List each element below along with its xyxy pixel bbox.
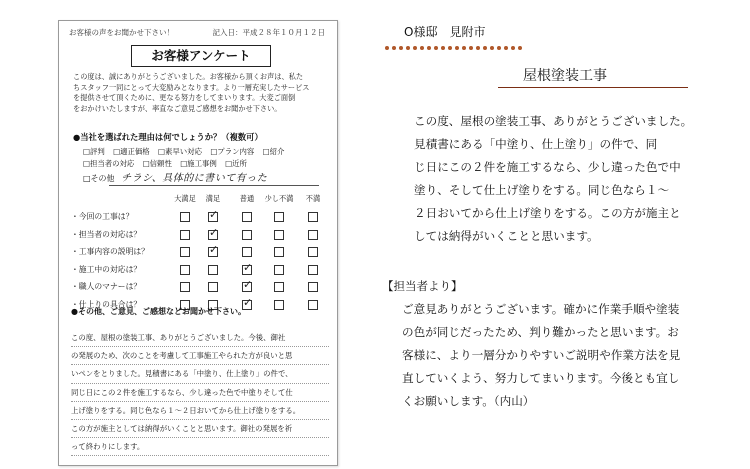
survey-date: 記入日：平成２８年１０月１２日 <box>212 28 325 37</box>
rating-row-label: ・職人のマナーは？ <box>71 282 142 291</box>
rating-col-header: 満足 <box>205 194 221 203</box>
survey-option: □評判 <box>83 147 105 156</box>
rating-checkbox <box>180 282 190 292</box>
rating-checkbox-checked <box>208 247 218 257</box>
survey-comment-line: って終わりにします。 <box>71 438 329 456</box>
survey-comment-line: 同じ日にこの２件を施工するなら、少し違った色で中塗りそして仕 <box>71 384 329 402</box>
rating-checkbox <box>208 282 218 292</box>
survey-comment-line: この度、屋根の塗装工事、ありがとうございました。今後、御社 <box>71 329 329 347</box>
rating-checkbox <box>274 247 284 257</box>
rating-checkbox-checked <box>208 230 218 240</box>
rating-checkbox <box>242 247 252 257</box>
survey-comment-line: の発展のため、次のことを考慮して工事施工やられた方が良いと思 <box>71 347 329 365</box>
rating-column-headers <box>59 194 337 206</box>
title-underline <box>498 87 688 88</box>
survey-comment-line: 上げ塗りをする。同じ色なら１～２日おいてから仕上げ塗りをする。 <box>71 402 329 420</box>
rating-checkbox <box>308 230 318 240</box>
testimonial-text <box>414 110 726 248</box>
rating-row-label: ・工事内容の説明は？ <box>71 247 149 256</box>
staff-reply-line: ご意見ありがとうございます。確かに作業手順や塗装 <box>402 302 680 316</box>
survey-other-label: □その他 <box>83 174 115 183</box>
rating-checkbox-checked <box>242 265 252 275</box>
rating-row <box>59 244 337 260</box>
testimonial-line: 塗り、そして仕上げ塗りをする。同じ色なら１～ <box>414 183 670 197</box>
testimonial-line: 見積書にある「中塗り、仕上塗り」の件で、同 <box>414 137 658 151</box>
testimonial-line: しては納得がいくことと思います。 <box>414 229 599 243</box>
survey-question-reason <box>73 131 328 170</box>
testimonial-line: じ日にこの２件を施工するなら、少し違った色で中 <box>414 160 681 174</box>
survey-comment-line: この方が施主としては納得がいくことと思います。御社の発展を祈 <box>71 420 329 438</box>
staff-heading: 【担当者より】 <box>382 279 463 293</box>
rating-checkbox <box>308 212 318 222</box>
rating-col-header: 少し不満 <box>264 194 294 203</box>
survey-option: □信頼性 <box>142 159 172 168</box>
survey-sheet-image <box>58 20 338 466</box>
survey-option: □施工事例 <box>180 159 217 168</box>
survey-handwritten-answer: チラシ、具体的に書いて有った <box>121 173 268 184</box>
survey-comment <box>71 329 329 456</box>
survey-intro <box>73 72 323 114</box>
rating-col-header: 大満足 <box>174 194 196 203</box>
staff-reply-line: くお願いします。（内山） <box>402 394 535 408</box>
rating-checkbox <box>308 247 318 257</box>
staff-reply-line: 直していくよう、努力してまいります。今後とも宜し <box>402 371 680 385</box>
survey-option: □プラン内容 <box>210 147 255 156</box>
survey-option: □適正価格 <box>113 147 150 156</box>
survey-answer-underline <box>109 185 319 186</box>
survey-intro-line: を提供させて頂くために、更なる努力をしてまいります。大変ご面倒 <box>73 93 296 102</box>
rating-checkbox-checked <box>208 212 218 222</box>
rating-checkbox <box>242 230 252 240</box>
work-title: 屋根塗装工事 <box>523 68 607 84</box>
survey-option: □紹介 <box>262 147 285 156</box>
survey-top-left: お客様の声をお聞かせ下さい！ <box>69 28 174 37</box>
rating-checkbox <box>180 247 190 257</box>
testimonial-line: ２日おいてから仕上げ塗りをする。この方が施主と <box>414 206 681 220</box>
rating-row <box>59 262 337 278</box>
dotted-divider <box>385 46 522 50</box>
survey-option: □素早い対応 <box>158 147 202 156</box>
rating-checkbox <box>308 282 318 292</box>
rating-row <box>59 279 337 295</box>
survey-intro-line: ちスタッフ一同にとって大変励みとなります。より一層充実したサービス <box>73 82 310 92</box>
rating-checkbox <box>308 265 318 275</box>
rating-checkbox <box>274 230 284 240</box>
testimonial-line: この度、屋根の塗装工事、ありがとうございました。 <box>414 114 693 128</box>
survey-header-line <box>69 27 329 38</box>
rating-checkbox <box>208 265 218 275</box>
rating-checkbox <box>180 230 190 240</box>
rating-checkbox-checked <box>242 282 252 292</box>
survey-intro-line: この度は、誠にありがとうございました。お客様から頂くお声は、私た <box>73 72 304 81</box>
survey-title: お客様アンケート <box>131 45 271 67</box>
survey-q2-heading: ●その他、ご意見、ご感想などお聞かせ下さい。 <box>71 307 246 316</box>
rating-row <box>59 209 337 225</box>
customer-name: O様邸 見附市 <box>404 25 486 39</box>
rating-row-label: ・仕上りの具合は？ <box>71 299 142 309</box>
survey-option: □担当者の対応 <box>83 159 135 168</box>
survey-comment-line: いペンをとりました。見積書にある「中塗り、仕上塗り」の件で、 <box>71 365 329 383</box>
survey-q1-heading: ●当社を選ばれた理由は何でしょうか？（複数可） <box>73 132 263 142</box>
rating-checkbox <box>180 212 190 222</box>
rating-row-label: ・今回の工事は？ <box>71 212 134 221</box>
rating-col-header: 不満 <box>305 194 321 203</box>
survey-q1-options <box>83 146 328 170</box>
rating-checkbox <box>274 282 284 292</box>
rating-checkbox <box>242 212 252 222</box>
rating-checkbox <box>274 265 284 275</box>
staff-reply-line: 客様に、より一層分かりやすいご説明や作業方法を見 <box>402 348 681 362</box>
rating-row <box>59 227 337 243</box>
rating-checkbox <box>274 212 284 222</box>
rating-row-label: ・施工中の対応は？ <box>71 264 142 274</box>
survey-other-answer <box>83 169 267 184</box>
staff-reply-text <box>402 298 722 413</box>
rating-col-header: 普通 <box>239 194 255 203</box>
survey-option: □近所 <box>225 159 247 168</box>
rating-row-label: ・担当者の対応は？ <box>71 229 142 239</box>
staff-reply-line: の色が同じだったため、判り難かったと思います。お <box>402 325 679 339</box>
survey-intro-line: をおかけいたしますが、率直なご意見ご感想をお聞かせ下さい。 <box>73 103 282 113</box>
rating-checkbox <box>180 265 190 275</box>
